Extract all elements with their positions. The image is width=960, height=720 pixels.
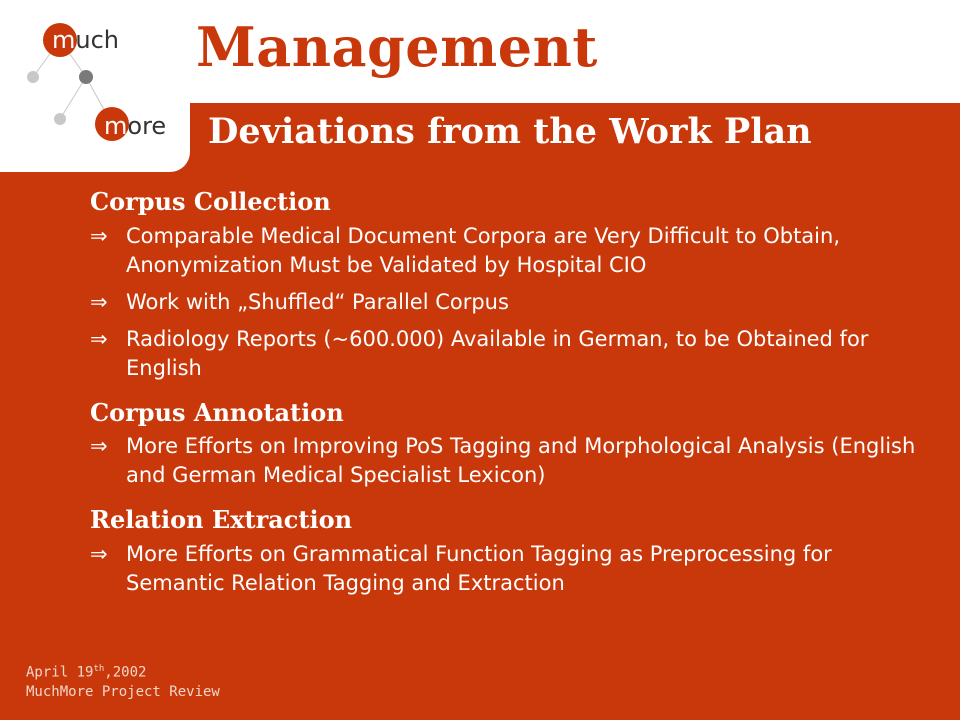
logo-dot <box>79 70 93 84</box>
logo <box>0 0 190 172</box>
footer <box>26 660 220 702</box>
section-heading: Corpus Annotation <box>90 397 344 427</box>
page-subtitle: Deviations from the Work Plan <box>208 111 812 152</box>
footer-event: MuchMore Project Review <box>26 683 220 700</box>
section-heading: Relation Extraction <box>90 505 353 535</box>
section-corpus-collection <box>90 188 930 383</box>
implies-arrow-icon: ⇒ <box>90 541 108 566</box>
list-item <box>90 432 930 490</box>
section-heading: Corpus Collection <box>90 187 331 216</box>
list-item <box>90 540 930 598</box>
section-corpus-annotation <box>90 399 930 491</box>
implies-arrow-icon: ⇒ <box>90 434 108 459</box>
list-item-text: Work with „Shuffled“ Parallel Corpus <box>126 289 509 314</box>
implies-arrow-icon: ⇒ <box>90 223 108 248</box>
list-item-text: More Efforts on Grammatical Function Tagging as Preprocessing for Semantic Relation Tagging and Extraction <box>126 541 832 595</box>
section-relation-extraction <box>90 506 930 598</box>
logo-word-more: more <box>104 112 167 140</box>
page-title: Management <box>196 15 598 79</box>
footer-date: April 19th,2002 <box>26 664 147 681</box>
implies-arrow-icon: ⇒ <box>90 289 108 314</box>
logo-connector <box>60 77 86 119</box>
logo-word-much: much <box>52 26 120 54</box>
logo-dot <box>54 113 66 125</box>
implies-arrow-icon: ⇒ <box>90 326 108 351</box>
list-item-text: Radiology Reports (~600.000) Available in German, to be Obtained for English <box>126 326 869 380</box>
list-item-text: More Efforts on Improving PoS Tagging and Morphological Analysis (English and German Medical Specialist Lexicon) <box>126 434 916 488</box>
list-item-text: Comparable Medical Document Corpora are Very Difficult to Obtain, Anonymization Must be Validated by Hospital CIO <box>126 223 840 277</box>
list-item <box>90 222 930 280</box>
slide-content <box>90 188 930 614</box>
list-item <box>90 325 930 383</box>
logo-dot <box>27 71 39 83</box>
list-item <box>90 288 930 317</box>
